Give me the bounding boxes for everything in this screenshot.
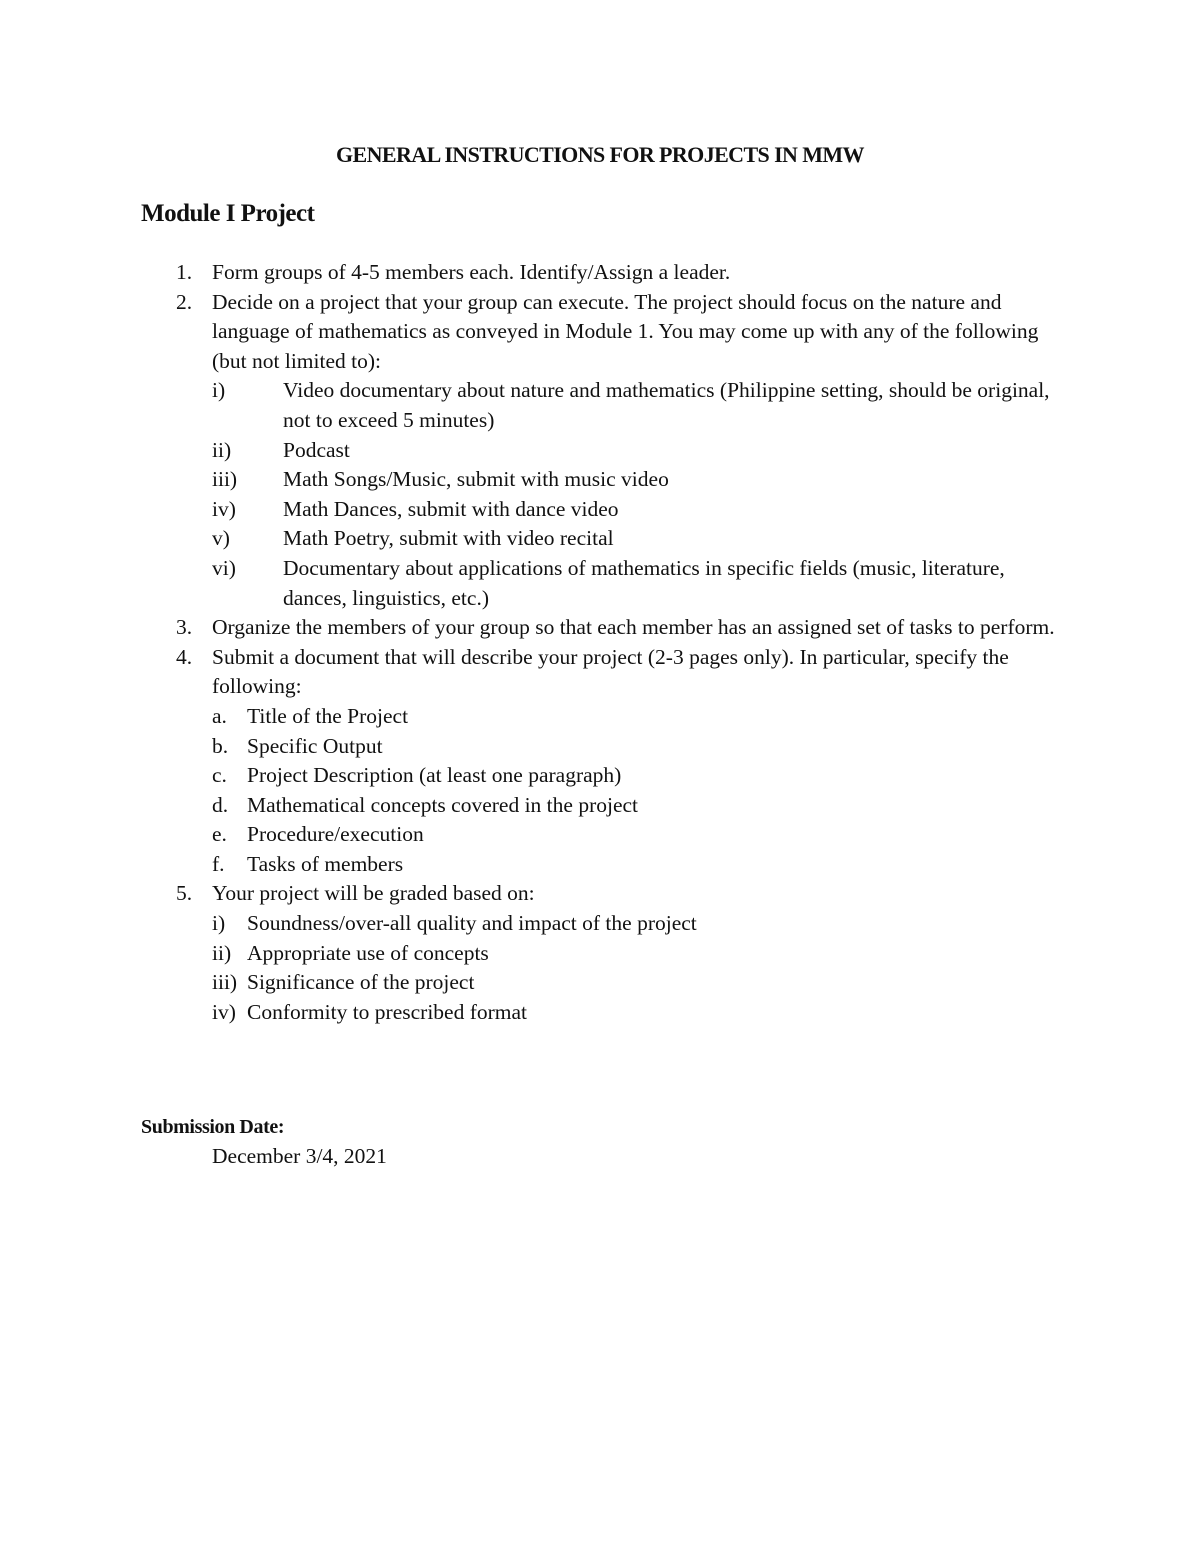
sub-item-text: Math Dances, submit with dance video xyxy=(283,496,619,521)
sub-item-marker: e. xyxy=(212,822,227,847)
submission-date-value: December 3/4, 2021 xyxy=(212,1144,387,1168)
sub-list-item xyxy=(0,554,1200,613)
sub-list-item xyxy=(0,761,1200,791)
sub-item-text: Procedure/execution xyxy=(247,822,424,847)
sub-item-marker: v) xyxy=(212,526,230,551)
sub-item-text: Title of the Project xyxy=(247,703,409,728)
sub-list-item xyxy=(0,850,1200,880)
sub-item-text: Project Description (at least one paragraph) xyxy=(247,763,622,788)
sub-list-item xyxy=(0,495,1200,525)
submission-date-label: Submission Date: xyxy=(141,1116,285,1138)
sub-item-text: Specific Output xyxy=(247,733,383,758)
sub-item-marker: iv) xyxy=(212,999,236,1024)
sub-item-text: Math Poetry, submit with video recital xyxy=(283,526,614,551)
sub-item-text: Documentary about applications of mathematics in specific fields (music, literature, dances, linguistics, etc.) xyxy=(283,555,1005,610)
item-text: Your project will be graded based on: xyxy=(212,881,535,906)
sub-list-item xyxy=(0,968,1200,998)
document-requirements-list xyxy=(0,702,1200,880)
sub-item-marker: a. xyxy=(212,703,227,728)
sub-list-item xyxy=(0,702,1200,732)
item-number: 5. xyxy=(176,881,193,906)
item-text: Form groups of 4-5 members each. Identify/Assign a leader. xyxy=(212,260,731,284)
section-heading: Module I Project xyxy=(141,200,315,227)
sub-item-marker: f. xyxy=(212,851,225,876)
sub-list-item xyxy=(0,998,1200,1028)
grading-criteria-list xyxy=(0,909,1200,1027)
item-text: Decide on a project that your group can execute. The project should focus on the nature and language of mathematics as conveyed in Module 1. You may come up with any of the following (but not limited to): xyxy=(212,289,1039,373)
sub-item-marker: i) xyxy=(212,911,226,936)
sub-list-item xyxy=(0,732,1200,762)
sub-item-text: Podcast xyxy=(283,437,350,462)
sub-item-marker: b. xyxy=(212,733,229,758)
list-item xyxy=(0,879,1200,1027)
sub-item-marker: c. xyxy=(212,763,227,788)
sub-item-marker: iii) xyxy=(212,970,238,995)
sub-item-text: Math Songs/Music, submit with music video xyxy=(283,467,669,492)
sub-item-text: Tasks of members xyxy=(247,851,404,876)
sub-item-marker: iii) xyxy=(212,467,238,492)
item-text: Organize the members of your group so that each member has an assigned set of tasks to perform. xyxy=(212,615,1055,640)
list-item xyxy=(0,613,1200,643)
item-number: 1. xyxy=(176,260,193,284)
list-item xyxy=(0,643,1200,880)
sub-item-text: Conformity to prescribed format xyxy=(247,999,528,1024)
item-number: 3. xyxy=(176,615,193,640)
sub-item-marker: vi) xyxy=(212,555,236,580)
sub-item-text: Significance of the project xyxy=(247,970,475,995)
sub-list-item xyxy=(0,791,1200,821)
sub-item-marker: i) xyxy=(212,378,226,403)
item-number: 4. xyxy=(176,644,193,669)
document-title: GENERAL INSTRUCTIONS FOR PROJECTS IN MMW xyxy=(336,142,864,167)
sub-item-text: Appropriate use of concepts xyxy=(247,940,489,965)
sub-item-marker: iv) xyxy=(212,496,236,521)
sub-list-item xyxy=(0,465,1200,495)
project-options-list xyxy=(0,376,1200,613)
item-text: Submit a document that will describe your project (2-3 pages only). In particular, specify the following: xyxy=(212,644,1009,699)
sub-item-marker: d. xyxy=(212,792,229,817)
sub-list-item xyxy=(0,939,1200,969)
list-item xyxy=(0,288,1200,614)
sub-item-text: Mathematical concepts covered in the project xyxy=(247,792,639,817)
list-item xyxy=(0,258,1200,288)
sub-item-text: Soundness/over-all quality and impact of the project xyxy=(247,911,697,936)
item-number: 2. xyxy=(176,289,193,314)
sub-list-item xyxy=(0,436,1200,466)
sub-list-item xyxy=(0,820,1200,850)
sub-item-text: Video documentary about nature and mathematics (Philippine setting, should be original, not to exceed 5 minutes) xyxy=(283,378,1050,432)
sub-list-item xyxy=(0,524,1200,554)
instruction-list xyxy=(0,258,1200,1027)
sub-item-marker: ii) xyxy=(212,940,232,965)
sub-list-item xyxy=(0,376,1200,435)
sub-item-marker: ii) xyxy=(212,437,232,462)
sub-list-item xyxy=(0,909,1200,939)
